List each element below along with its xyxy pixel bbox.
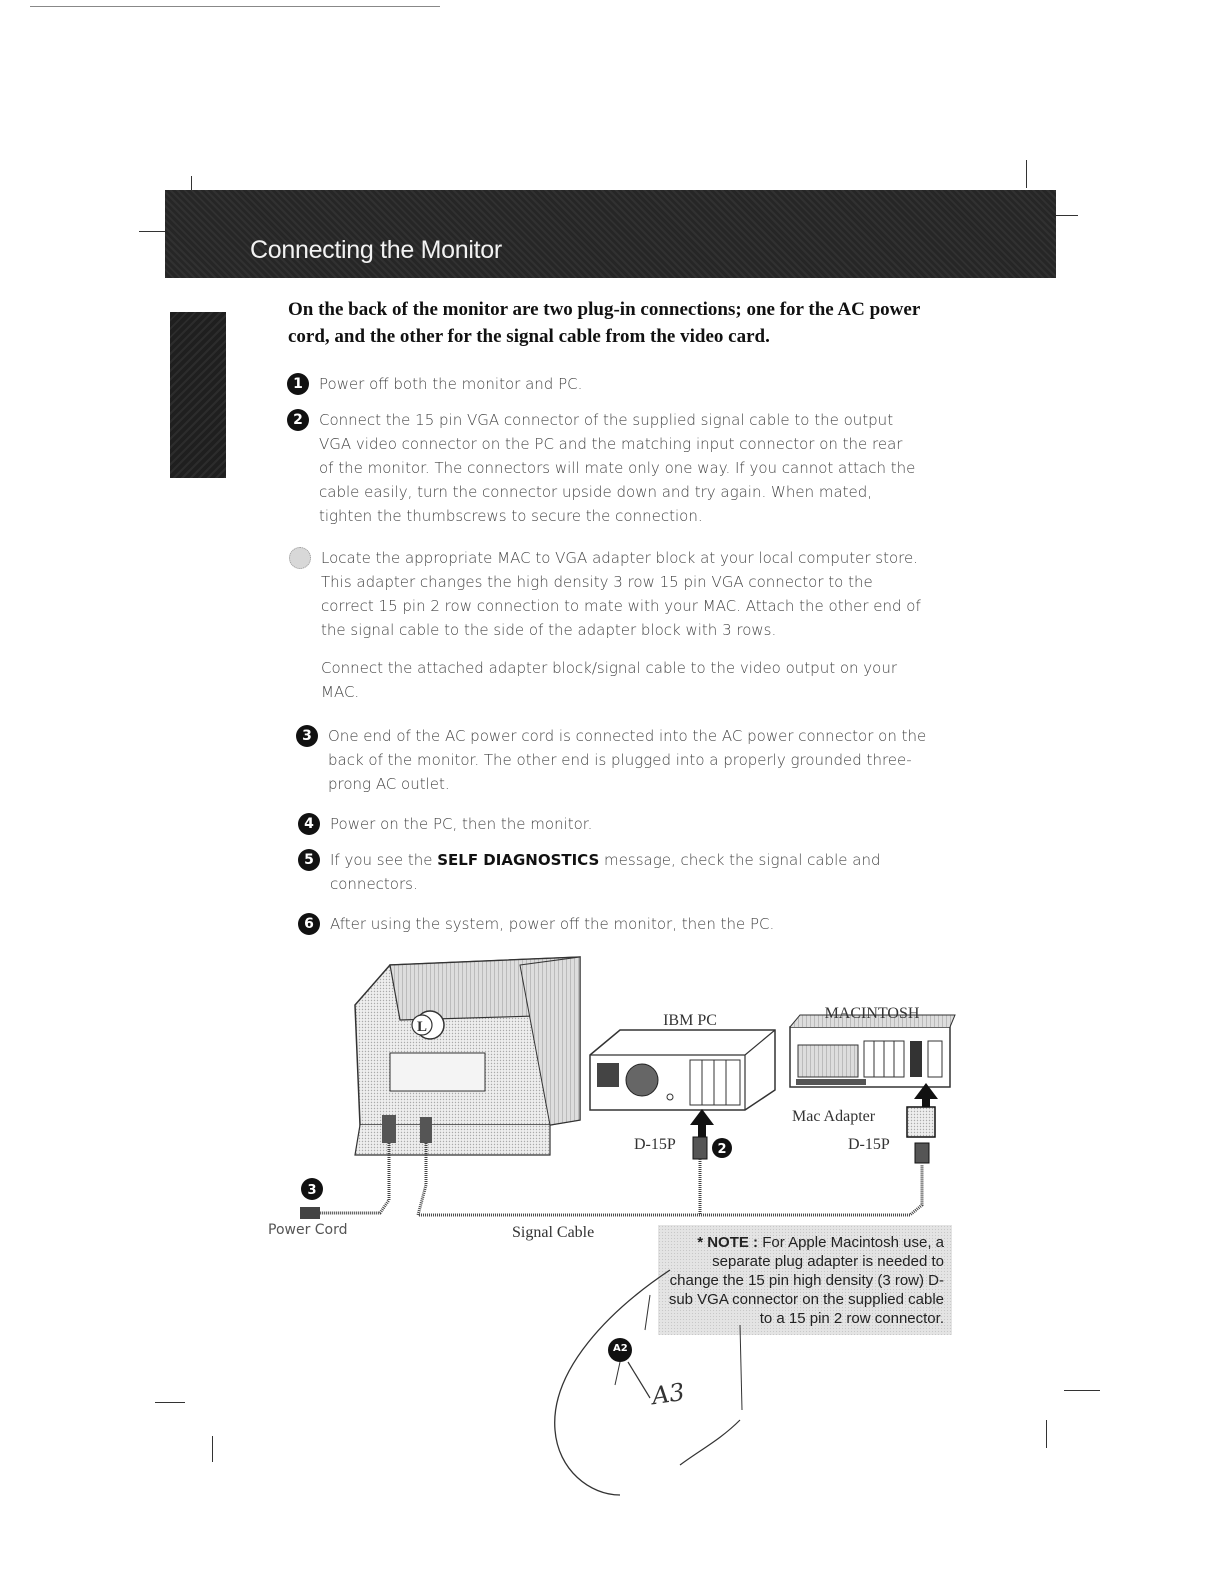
monitor-logo: L [416, 1019, 428, 1035]
note-heading: * NOTE : [697, 1234, 759, 1251]
power-plug-icon [300, 1207, 320, 1219]
crop-mark [212, 1436, 213, 1462]
handwritten-circle-label: A2 [613, 1343, 628, 1354]
d15p-left-connector-icon [693, 1137, 707, 1159]
crop-mark [139, 231, 167, 232]
mac-adapter-icon [907, 1107, 935, 1137]
step-text: Power on the PC, then the monitor. [330, 815, 593, 833]
step-number-badge: 2 [287, 409, 309, 431]
signal-cable-label: Signal Cable [512, 1224, 595, 1241]
step-text: One end of the AC power cord is connected into the AC power connector on the back of the monitor. The other end is plugged into a properly grounded three-prong AC outlet. [328, 727, 927, 793]
intro-paragraph: On the back of the monitor are two plug-in connections; one for the AC power cord, and the other for the signal cable from the video card. [288, 299, 920, 347]
d15p-left-label: D-15P [634, 1136, 676, 1153]
chapter-side-tab [170, 312, 226, 478]
step-text: Connect the 15 pin VGA connector of the supplied signal cable to the output VGA video connector on the PC and the matching input connector on the rear of the monitor. The connectors will mate only one way. If you cannot attach the cable easily, turn the connector upside down and try again. When mated, tighten the thumbscrews to secure the connection. [319, 411, 916, 525]
mac-adapter-label: Mac Adapter [792, 1108, 876, 1125]
step-2 [287, 408, 919, 528]
handwritten-scribble: A3 [650, 1377, 687, 1411]
power-cord-label: Power Cord [268, 1222, 348, 1238]
step-text: If you see the SELF DIAGNOSTICS message, check the signal cable and connectors. [330, 851, 881, 893]
top-scan-line [30, 6, 440, 7]
step-mac-connect [321, 656, 931, 704]
ibm-pc-illustration [590, 1030, 775, 1110]
crop-mark [155, 1402, 185, 1403]
step-text: After using the system, power off the monitor, then the PC. [330, 915, 775, 933]
diagram-badge-2-label: 2 [717, 1142, 727, 1157]
step-text: Power off both the monitor and PC. [319, 375, 583, 393]
connection-diagram [250, 945, 970, 1245]
step-mac-adapter [289, 546, 921, 642]
step-number-badge: 6 [298, 913, 320, 935]
step-3 [296, 724, 928, 796]
self-diagnostics-term: SELF DIAGNOSTICS [437, 851, 600, 869]
step-number-badge: 3 [296, 725, 318, 747]
diagram-badge-3-label: 3 [307, 1183, 317, 1198]
step-text: Locate the appropriate MAC to VGA adapter block at your local computer store. This adapter changes the high density 3 row 15 pin VGA connector to the correct 15 pin 2 row connection to mate with your MAC. Attach the other end of the signal cable to the side of the adapter block with 3 rows. [321, 549, 921, 639]
step-5 [298, 848, 930, 896]
crop-mark [1046, 1420, 1047, 1448]
ibm-pc-label: IBM PC [663, 1012, 717, 1029]
step-1 [287, 372, 919, 396]
mac-step-badge [289, 547, 311, 569]
step-number-badge: 1 [287, 373, 309, 395]
crop-mark [1056, 215, 1078, 216]
note-body: For Apple Macintosh use, a separate plug adapter is needed to change the 15 pin high density (3 row) D-sub VGA connector on the supplied cable to a 15 pin 2 row connector. [668, 1234, 944, 1327]
step-6 [298, 912, 930, 936]
step-number-badge: 5 [298, 849, 320, 871]
step-4 [298, 812, 930, 836]
monitor-rear-illustration [355, 957, 580, 1155]
d15p-right-connector-icon [915, 1143, 929, 1163]
step-text: Connect the attached adapter block/signal cable to the video output on your MAC. [321, 659, 898, 701]
section-title: Connecting the Monitor [250, 236, 502, 264]
crop-mark [1026, 160, 1027, 188]
step-number-badge: 4 [298, 813, 320, 835]
d15p-right-label: D-15P [848, 1136, 890, 1153]
ibm-arrow-icon [690, 1109, 714, 1141]
macintosh-illustration [790, 1015, 955, 1087]
macintosh-label: MACINTOSH [824, 1005, 920, 1022]
handwritten-annotation [540, 1250, 770, 1500]
crop-mark [1064, 1390, 1100, 1391]
